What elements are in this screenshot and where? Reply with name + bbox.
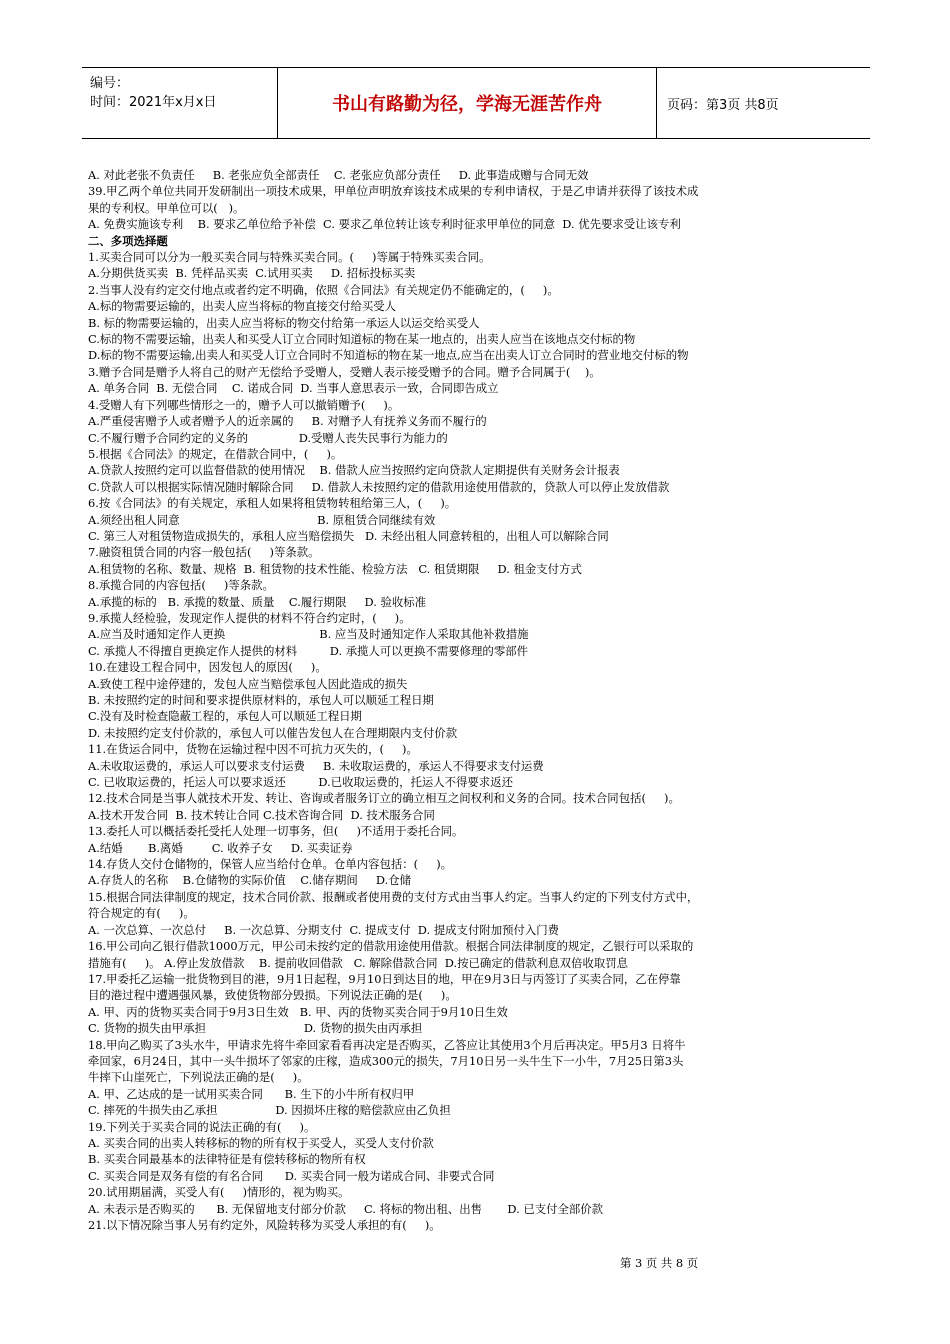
text-line: C.标的物不需要运输，出卖人和买受人订立合同时知道标的物在某一地点的，出卖人应当在该地点交付标的物 (88, 332, 636, 347)
text-line: A. 单务合同 B. 无偿合同 C. 诺成合同 D. 当事人意思表示一致，合同即告成立 (88, 381, 499, 396)
text-line: A. 买卖合同的出卖人转移标的物的所有权于买受人，买受人支付价款 (88, 1135, 434, 1150)
text-line: 措施有( )。 A.停止发放借款 B. 提前收回借款 C. 解除借款合同 D.按已确定的借款利息双倍收取罚息 (88, 955, 629, 970)
text-line: C. 摔死的牛损失由乙承担 D. 因损坏庄稼的赔偿款应由乙负担 (88, 1103, 451, 1118)
text-line: 19.下列关于买卖合同的说法正确的有( )。 (88, 1119, 316, 1134)
text-line: 11.在货运合同中，货物在运输过程中因不可抗力灭失的，( )。 (88, 742, 418, 757)
text-line: B. 未按照约定的时间和要求提供原材料的，承包人可以顺延工程日期 (88, 693, 434, 707)
text-line: A. 未表示是否购买的 B. 无保留地支付部分价款 C. 将标的物出租、出售 D. 已支付全部价款 (88, 1201, 604, 1216)
text-line: A.须经出租人同意 B. 原租赁合同继续有效 (88, 512, 436, 527)
text-line: D.标的物不需要运输,出卖人和买受人订立合同时不知道标的物在某一地点,应当在出卖人订立合同时的营业地交付标的物 (88, 348, 689, 363)
text-line: A.承揽的标的 B. 承揽的数量、质量 C.履行期限 D. 验收标准 (88, 594, 427, 609)
text-line: C.贷款人可以根据实际情况随时解除合同 D. 借款人未按照约定的借款用途使用借款的，贷款人可以停止发放借款 (88, 479, 670, 494)
text-line: 17.甲委托乙运输一批货物到目的港，9月1日起程，9月10日到达目的地，甲在9月3日与丙签订了买卖合同，乙在停靠 (88, 971, 681, 986)
text-line: C.没有及时检查隐蔽工程的，承包人可以顺延工程日期 (88, 709, 362, 724)
section-heading: 二、多项选择题 (88, 233, 168, 248)
text-line: 2.当事人没有约定交付地点或者约定不明确，依照《合同法》有关规定仍不能确定的，( )。 (88, 282, 559, 297)
text-line: 12.技术合同是当事人就技术开发、转让、咨询或者服务订立的确立相互之间权利和义务的合同。技术合同包括( )。 (88, 791, 680, 806)
text-line: 9.承揽人经检验，发现定作人提供的材料不符合约定时，( )。 (88, 610, 411, 625)
text-line: 目的港过程中遭遇强风暴，致使货物部分毁损。下列说法正确的是( )。 (88, 988, 457, 1003)
text-line: 符合规定的有( )。 (88, 906, 195, 921)
text-line: A.结婚 B.离婚 C. 收养子女 D. 买卖证券 (88, 840, 353, 855)
page-info: 页码：第3页 共8页 (667, 97, 779, 113)
page-header (82, 67, 870, 139)
text-line: A.标的物需要运输的，出卖人应当将标的物直接交付给买受人 (88, 299, 397, 314)
page-footer: 第 3 页 共 8 页 (620, 1256, 699, 1270)
time-label: 时间：2021年x月x日 (90, 95, 217, 110)
text-line: 6.按《合同法》的有关规定，承租人如果将租赁物转租给第三人，( )。 (88, 496, 457, 511)
text-line: 39.甲乙两个单位共同开发研制出一项技术成果，甲单位声明放弃该技术成果的专利申请权，于是乙申请并获得了该技术成 (88, 184, 699, 199)
document-body (88, 167, 868, 1233)
text-line: C. 买卖合同是双务有偿的有名合同 D. 买卖合同一般为诺成合同、非要式合同 (88, 1168, 495, 1183)
text-line: A.致使工程中途停建的，发包人应当赔偿承包人因此造成的损失 (88, 676, 408, 691)
text-line: 3.赠予合同是赠予人将自己的财产无偿给予受赠人，受赠人表示接受赠予的合同。赠予合同属于( )。 (88, 364, 601, 379)
motto: 书山有路勤为径，学海无涯苦作舟 (277, 68, 657, 138)
text-line: 14.存货人交付仓储物的，保管人应当给付仓单。仓单内容包括：( )。 (88, 857, 453, 872)
text-line: C.不履行赠予合同约定的义务的 D.受赠人丧失民事行为能力的 (88, 430, 448, 445)
text-line: 20.试用期届满，买受人有( )情形的，视为购买。 (88, 1185, 350, 1200)
text-line: A.技术开发合同 B. 技术转让合同 C.技术咨询合同 D. 技术服务合同 (88, 807, 435, 822)
number-label: 编号： (90, 76, 130, 91)
header-meta (82, 68, 277, 138)
text-line: 13.委托人可以概括委托受托人处理一切事务，但( )不适用于委托合同。 (88, 824, 464, 839)
text-line: C. 已收取运费的，托运人可以要求返还 D.已收取运费的，托运人不得要求返还 (88, 775, 513, 790)
text-line: 5.根据《合同法》的规定，在借款合同中，( )。 (88, 446, 343, 461)
text-line: A. 一次总算、一次总付 B. 一次总算、分期支付 C. 提成支付 D. 提成支付附加预付入门费 (88, 922, 560, 937)
text-line: 16.甲公司向乙银行借款1000万元，甲公司未按约定的借款用途使用借款。根据合同法律制度的规定，乙银行可以采取的 (88, 939, 694, 954)
text-line: 7.融资租赁合同的内容一般包括( )等条款。 (88, 545, 320, 560)
text-line: 牵回家，6月24日，其中一头牛损坏了邻家的庄稼，造成300元的损失，7月10日另一头牛生下一小牛，7月25日第3头 (88, 1053, 684, 1068)
text-line: A.存货人的名称 B.仓储物的实际价值 C.储存期间 D.仓储 (88, 873, 411, 888)
text-line: 果的专利权。甲单位可以( )。 (88, 200, 245, 215)
text-line: 4.受赠人有下列哪些情形之一的，赠予人可以撤销赠予( )。 (88, 397, 400, 412)
text-line: A. 免费实施该专利 B. 要求乙单位给予补偿 C. 要求乙单位转让该专利时征求甲单位的同意 D. 优先要求受让该专利 (88, 217, 681, 232)
text-line: C. 承揽人不得擅自更换定作人提供的材料 D. 承揽人可以更换不需要修理的零部件 (88, 643, 528, 658)
text-line: B. 买卖合同最基本的法律特征是有偿转移标的物所有权 (88, 1152, 366, 1167)
text-line: C. 货物的损失由甲承担 D. 货物的损失由丙承担 (88, 1021, 423, 1036)
text-line: 10.在建设工程合同中，因发包人的原因( )。 (88, 660, 327, 675)
text-line: A.应当及时通知定作人更换 B. 应当及时通知定作人采取其他补救措施 (88, 627, 529, 642)
text-line: B. 标的物需要运输的，出卖人应当将标的物交付给第一承运人以运交给买受人 (88, 315, 480, 330)
text-line: A.分期供货买卖 B. 凭样品买卖 C.试用买卖 D. 招标投标买卖 (88, 266, 416, 281)
text-line: A.严重侵害赠予人或者赠予人的近亲属的 B. 对赠予人有抚养义务而不履行的 (88, 414, 487, 429)
text-line: 21.以下情况除当事人另有约定外，风险转移为买受人承担的有( )。 (88, 1218, 441, 1232)
text-line: 8.承揽合同的内容包括( )等条款。 (88, 578, 274, 593)
text-line: C. 第三人对租赁物造成损失的，承租人应当赔偿损失 D. 未经出租人同意转租的，出租人可以解除合同 (88, 528, 609, 543)
text-line: 牛摔下山崖死亡，下列说法正确的是( )。 (88, 1070, 309, 1085)
text-line: A. 甲、乙达成的是一试用买卖合同 B. 生下的小牛所有权归甲 (88, 1086, 415, 1101)
text-line: D. 未按照约定支付价款的，承包人可以催告发包人在合理期限内支付价款 (88, 725, 458, 740)
text-line: 18.甲向乙购买了3头水牛，甲请求先将牛牵回家看看再决定是否购买，乙答应让其使用3个月后再决定。甲5月3 日将牛 (88, 1037, 686, 1052)
text-line: A. 对此老张不负责任 B. 老张应负全部责任 C. 老张应负部分责任 D. 此事造成赠与合同无效 (88, 168, 589, 182)
text-line: A.租赁物的名称、数量、规格 B. 租赁物的技术性能、检验方法 C. 租赁期限 D. 租金支付方式 (88, 561, 582, 576)
text-line: A. 甲、丙的货物买卖合同于9月3日生效 B. 甲、丙的货物买卖合同于9月10日生效 (88, 1004, 508, 1019)
text-line: 1.买卖合同可以分为一般买卖合同与特殊买卖合同。( )等属于特殊买卖合同。 (88, 250, 491, 265)
text-line: A.贷款人按照约定可以监督借款的使用情况 B. 借款人应当按照约定向贷款人定期提供有关财务会计报表 (88, 463, 620, 478)
text-line: A.未收取运费的，承运人可以要求支付运费 B. 未收取运费的，承运人不得要求支付运费 (88, 758, 544, 773)
text-line: 15.根据合同法律制度的规定，技术合同价款、报酬或者使用费的支付方式由当事人约定。当事人约定的下列支付方式中， (88, 889, 699, 904)
